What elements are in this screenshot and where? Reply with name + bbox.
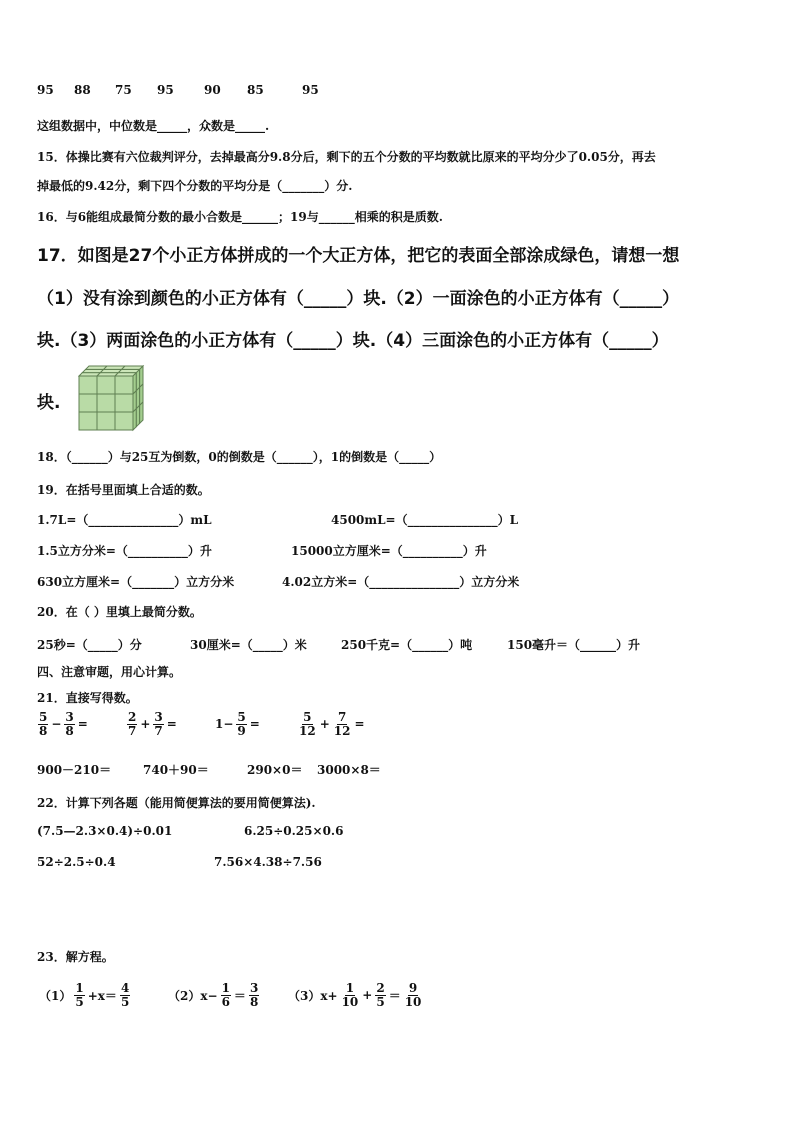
denominator: 6 xyxy=(221,994,230,1009)
q22-item-3: 52÷2.5÷0.4 xyxy=(37,855,116,869)
numerator: 2 xyxy=(128,710,137,724)
q19-item-5: 630立方厘米=（_______）立方分米 xyxy=(37,575,235,589)
equals: = xyxy=(77,717,88,732)
q17-line2: （1）没有涂到颜色的小正方体有（_____）块.（2）一面涂色的小正方体有（_____） xyxy=(37,289,680,309)
fraction xyxy=(153,711,163,737)
q23-eq-1 xyxy=(37,982,131,1008)
equation-middle: +x＝ xyxy=(87,988,117,1003)
q19-title: 19．在括号里面填上合适的数。 xyxy=(37,483,210,497)
q21-op-4: 3000×8＝ xyxy=(317,763,381,777)
operator: − xyxy=(51,717,62,732)
cube-front-cell xyxy=(79,412,97,430)
operator: + xyxy=(140,717,151,732)
q22-item-2: 6.25÷0.25×0.6 xyxy=(244,824,344,838)
score-1: 95 xyxy=(37,83,54,97)
q19-item-1: 1.7L=（_______________）mL xyxy=(37,513,212,527)
q23-title: 23．解方程。 xyxy=(37,950,114,964)
numerator: 3 xyxy=(65,710,74,724)
q21-op-3: 290×0＝ xyxy=(247,763,303,777)
numerator: 5 xyxy=(237,710,246,724)
fraction xyxy=(221,982,231,1008)
q21-frac-1 xyxy=(37,711,90,737)
cube-side-cell xyxy=(140,402,143,423)
denominator: 10 xyxy=(341,994,359,1009)
score-6: 85 xyxy=(247,83,264,97)
denominator: 5 xyxy=(75,994,84,1009)
fraction xyxy=(298,711,317,737)
equation-label: （1） xyxy=(39,988,72,1003)
q23-eq-3 xyxy=(286,982,423,1008)
score-5: 90 xyxy=(204,83,221,97)
equals: ＝ xyxy=(388,988,401,1003)
cube-front-cell xyxy=(97,376,115,394)
q20-title: 20．在（ ）里填上最简分数。 xyxy=(37,605,202,619)
score-3: 75 xyxy=(115,83,132,97)
numerator: 1 xyxy=(345,981,355,995)
score-2: 88 xyxy=(74,83,91,97)
numerator: 1 xyxy=(75,981,84,995)
q19-item-4: 15000立方厘米=（__________）升 xyxy=(291,544,487,558)
q22-title: 22．计算下列各题（能用简便算法的要用简便算法). xyxy=(37,796,316,810)
q21-op-1: 900－210＝ xyxy=(37,763,112,777)
q16-text: 16．与6能组成最简分数的最小合数是______；19与______相乘的积是质数. xyxy=(37,210,443,224)
numerator: 5 xyxy=(303,710,312,724)
equals: = xyxy=(166,717,177,732)
cube-front-cell xyxy=(115,412,133,430)
score-7: 95 xyxy=(302,83,319,97)
q15-line2: 掉最低的9.42分，剩下四个分数的平均分是（_______）分. xyxy=(37,179,353,193)
q21-op-2: 740＋90＝ xyxy=(143,763,209,777)
fraction xyxy=(127,711,137,737)
q15-line1: 15．体操比赛有六位裁判评分，去掉最高分9.8分后，剩下的五个分数的平均数就比原来的平均分少了0.05分，再去 xyxy=(37,150,656,164)
denominator: 10 xyxy=(404,994,422,1009)
score-4: 95 xyxy=(157,83,174,97)
q22-item-1: (7.5—2.3×0.4)÷0.01 xyxy=(37,824,173,838)
q19-item-3: 1.5立方分米=（__________）升 xyxy=(37,544,212,558)
cube-side-cell xyxy=(133,409,136,430)
denominator: 8 xyxy=(65,723,74,738)
denominator: 7 xyxy=(154,723,163,738)
fraction xyxy=(64,711,74,737)
fraction xyxy=(38,711,48,737)
equation-label: （2）x− xyxy=(168,988,218,1003)
denominator: 9 xyxy=(237,723,246,738)
q21-title: 21．直接写得数。 xyxy=(37,691,138,705)
fraction xyxy=(341,982,360,1008)
equation-label: （3）x+ xyxy=(288,988,338,1003)
fraction xyxy=(375,982,385,1008)
q18-text: 18．（______）与25互为倒数，0的倒数是（______），1的倒数是（_____） xyxy=(37,450,442,464)
denominator: 12 xyxy=(299,723,316,738)
fraction xyxy=(120,982,130,1008)
fraction xyxy=(236,711,246,737)
numerator: 2 xyxy=(376,981,385,995)
denominator: 5 xyxy=(376,994,385,1009)
cube-front-cell xyxy=(79,376,97,394)
q19-item-6: 4.02立方米=（_______________）立方分米 xyxy=(282,575,520,589)
numerator: 4 xyxy=(120,981,130,995)
cube-front-cell xyxy=(115,394,133,412)
cube-front-cell xyxy=(115,376,133,394)
numerator: 1 xyxy=(221,981,230,995)
denominator: 8 xyxy=(249,994,259,1009)
fraction xyxy=(249,982,259,1008)
cube-grid xyxy=(79,366,143,430)
denominator: 8 xyxy=(39,723,48,738)
equals: = xyxy=(249,717,260,732)
q23-eq-2 xyxy=(166,982,260,1008)
q20-item-3: 250千克=（______）吨 xyxy=(341,638,473,652)
lead-term: 1− xyxy=(215,717,234,732)
equation-middle: ＝ xyxy=(233,988,246,1003)
numerator: 3 xyxy=(249,981,259,995)
denominator: 7 xyxy=(128,723,137,738)
numerator: 5 xyxy=(39,710,48,724)
cube-front-cell xyxy=(97,412,115,430)
q17-line4: 块. xyxy=(37,393,61,413)
section-4-heading: 四、注意审题，用心计算。 xyxy=(37,665,182,679)
cube-front-cell xyxy=(97,394,115,412)
numerator: 3 xyxy=(154,710,163,724)
q20-item-1: 25秒=（_____）分 xyxy=(37,638,142,652)
q20-item-2: 30厘米=（_____）米 xyxy=(190,638,307,652)
q22-item-4: 7.56×4.38÷7.56 xyxy=(214,855,322,869)
denominator: 12 xyxy=(333,723,351,738)
q20-item-4: 150毫升＝（______）升 xyxy=(507,638,641,652)
fraction xyxy=(333,711,352,737)
q17-line1: 17．如图是27个小正方体拼成的一个大正方体，把它的表面全部涂成绿色，请想一想 xyxy=(37,246,680,266)
numerator: 9 xyxy=(408,981,418,995)
fraction xyxy=(404,982,423,1008)
q21-frac-3 xyxy=(213,711,262,737)
equals: = xyxy=(354,717,365,732)
q17-line3: 块.（3）两面涂色的小正方体有（_____）块.（4）三面涂色的小正方体有（_____） xyxy=(37,331,669,351)
numerator: 7 xyxy=(337,710,347,724)
fraction xyxy=(74,982,84,1008)
denominator: 5 xyxy=(120,994,130,1009)
cube-figure xyxy=(78,365,154,437)
equation-middle: + xyxy=(362,988,373,1003)
q19-item-2: 4500mL=（_______________）L xyxy=(331,513,519,527)
cube-front-cell xyxy=(79,394,97,412)
operator: + xyxy=(319,717,330,732)
q21-frac-4 xyxy=(297,711,367,737)
q14-text: 这组数据中，中位数是_____，众数是_____. xyxy=(37,119,270,133)
q21-frac-2 xyxy=(126,711,179,737)
